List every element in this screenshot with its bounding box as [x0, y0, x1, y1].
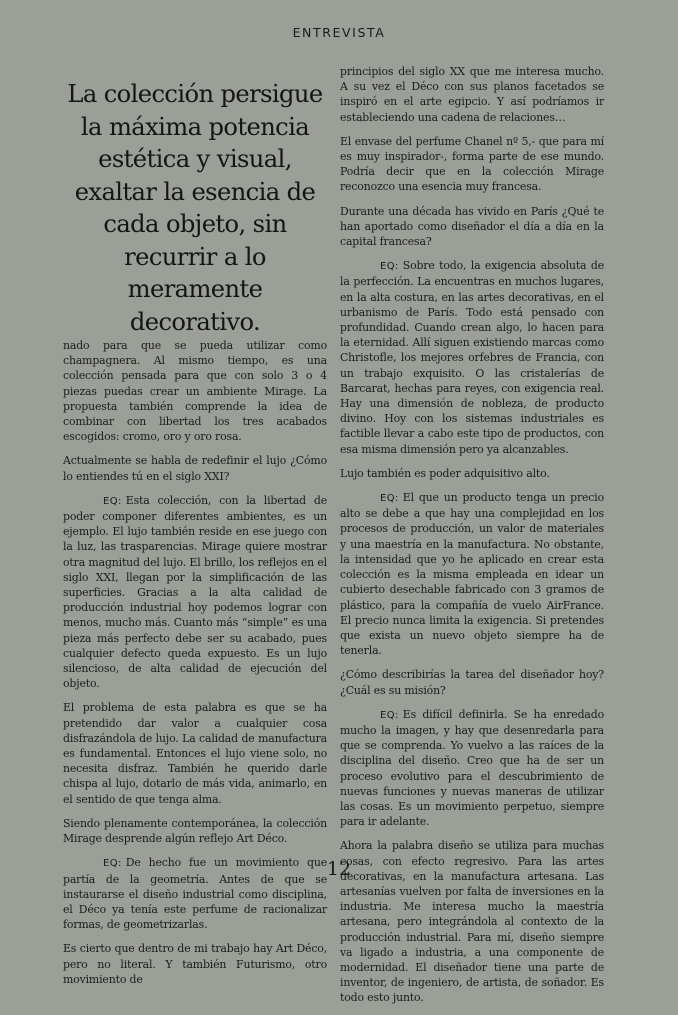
interview-question [63, 700, 327, 806]
paragraph-text: El envase del perfume Chanel nº 5,- que para mí es muy inspirador-, forma parte de ese mundo. Podría decir que en la colección Mirage reconozco una esencia muy francesa. [340, 134, 604, 194]
left-column [63, 64, 327, 996]
paragraph-text: Esta colección, con la libertad de poder componer diferentes ambientes, es un ejemplo. El lujo también reside en ese juego con la luz, las trasparencias. Mirage quiere mostrar otra magnitud del lujo. El brillo, los reflejos en el siglo XXI, llegan por la simplificación de las superficies. Gracias a la alta calidad de producción industrial hoy podemos lograr con menos, mucho más. Cuanto más “simple” es una pieza más perfecto debe ser su acabado, pues cualquier defecto queda expuesto. Es un lujo silencioso, de alta calidad de ejecución del objeto. [63, 493, 327, 691]
section-label: ENTREVISTA [292, 25, 386, 40]
interview-answer [63, 493, 327, 692]
pull-quote-text: La colección persigue la máxima potencia estética y visual, exaltar la esencia de cada objeto, sin recurrir a lo meramente decorativo. [67, 80, 323, 336]
body-paragraph [63, 338, 327, 444]
paragraph-text: El que un producto tenga un precio alto se debe a que hay una complejidad en los procesos de producción, un valor de materiales y una maestría en la manufactura. No obstante, la intensidad que yo he aplicado en crear esta colección es la misma empleada en idear un cubierto desechable fabricado con 3 gramos de plástico, para la compañía de vuelo AirFrance. El precio nunca limita la exigencia. Si pretendes que exista un nuevo objeto siempre ha de tenerla. [340, 491, 604, 658]
interview-question [63, 816, 327, 846]
paragraph-text: Es difícil definirla. Se ha enredado mucho la imagen, y hay que desenredarla para que se comprenda. Yo vuelvo a las raíces de la disciplina del diseño. Creo que ha de ser un proceso evolutivo para el descubrimiento de nuevas funciones y nuevas maneras de utilizar las cosas. Es un movimiento perpetuo, siempre para ir adelante. [340, 707, 604, 829]
paragraph-text: De hecho fue un movimiento que partía de la geometría. Antes de que se instaurarse el diseño industrial como disciplina, el Déco ya tenía este perfume de racionalizar formas, de geometrizarlas. [63, 856, 327, 932]
pull-quote [63, 64, 327, 338]
interview-question [340, 466, 604, 481]
interview-answer [340, 258, 604, 457]
speaker-label: EQ: [103, 495, 122, 507]
speaker-label: EQ: [103, 858, 122, 870]
speaker-label: EQ: [380, 709, 399, 721]
interview-question [63, 453, 327, 483]
page-number: 12 [326, 858, 352, 880]
paragraph-text: Lujo también es poder adquisitivo alto. [340, 466, 550, 480]
body-paragraph [340, 134, 604, 195]
body-paragraph [340, 64, 604, 125]
speaker-label: EQ: [380, 261, 399, 273]
interview-answer [340, 490, 604, 658]
paragraph-text: Sobre todo, la exigencia absoluta de la perfección. La encuentras en muchos lugares, en la alta costura, en las artes decorativas, en el urbanismo de París. Todo está pensado con profundidad. Cuando crean algo, lo hacen para la eternidad. Allí siguen existiendo marcas como Christofle, los mejores orfebres de Francia, con un trabajo exquisito. O las cristalerías de Barcarat, hechas para reyes, con exigencia real. Hay una dimensión de nobleza, de producto divino. Hoy con los sistemas industriales es factible llevar a cabo este tipo de productos, con esa misma dimensión pero ya alcanzables. [340, 259, 604, 456]
interview-answer [340, 707, 604, 830]
speaker-label: EQ: [380, 493, 399, 505]
paragraph-text: Es cierto que dentro de mi trabajo hay Art Déco, pero no literal. Y también Futurismo, otro movimiento de [63, 942, 327, 986]
paragraph-text: El problema de esta palabra es que se ha pretendido dar valor a cualquier cosa disfrazándola de lujo. La calidad de manufactura es fundamental. Entonces el lujo viene solo, no necesita disfraz. También he querido darle chispa al lujo, dotarlo de más vida, animarlo, en el sentido de que tenga alma. [63, 701, 327, 806]
paragraph-text: Ahora la palabra diseño se utiliza para muchas cosas, con efecto regresivo. Para las artes decorativas, en la manufactura artesana. Las artesanías vuelven por falta de inversiones en la industria. Me interesa mucho la maestría artesana, pero integrándola al contexto de la producción industrial. Para mí, diseño siempre va ligado a industria, a una componente de modernidad. El diseñador tiene una parte de inventor, de ingeniero, de artista, de soñador. Es todo esto junto. [340, 839, 604, 1005]
left-body-text [63, 338, 327, 987]
paragraph-text: nado para que se pueda utilizar como champagnera. Al mismo tiempo, es una colección pensada para que con solo 3 o 4 piezas puedas crear un ambiente Mirage. La propuesta también comprende la idea de combinar con libertad los tres acabados escogidos: cromo, oro y oro rosa. [63, 339, 327, 444]
paragraph-text: Actualmente se habla de redefinir el lujo ¿Cómo lo entiendes tú en el siglo XXI? [63, 454, 327, 483]
paragraph-text: Durante una década has vivido en París ¿Qué te han aportado como diseñador el día a día en la capital francesa? [340, 204, 604, 249]
paragraph-text: Siendo plenamente contemporánea, la colección Mirage desprende algún reflejo Art Déco. [63, 816, 327, 846]
paragraph-text: principios del siglo XX que me interesa mucho. A su vez el Déco con sus planos facetados se inspiró en el arte egipcio. Y así podríamos ir estableciendo una cadena de relaciones… [340, 65, 604, 124]
paragraph-text: ¿Cómo describirías la tarea del diseñador hoy? ¿Cuál es su misión? [340, 668, 604, 697]
body-paragraph [63, 941, 327, 987]
interview-question [340, 667, 604, 697]
interview-question [340, 204, 604, 250]
